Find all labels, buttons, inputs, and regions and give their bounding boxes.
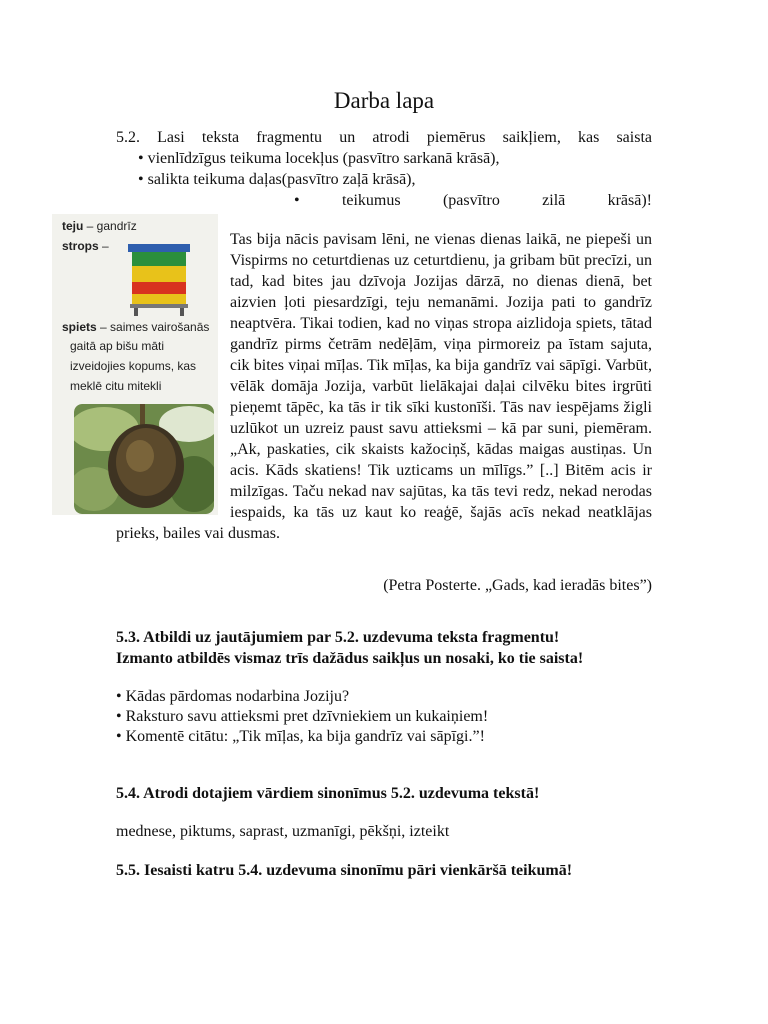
- bullet-3-part: (pasvītro: [442, 192, 500, 209]
- glossary-definition: – gandrīz: [83, 219, 137, 233]
- task-5-2-bullet-1: • vienlīdzīgus teikuma locekļus (pasvītro sarkanā krāsā),: [138, 150, 500, 167]
- bullet-3-part: teikumus: [341, 192, 401, 209]
- glossary-term: spiets: [62, 320, 97, 334]
- page-title: Darba lapa: [333, 88, 435, 113]
- glossary-definition: – saimes vairošanās: [96, 320, 210, 334]
- task-5-3-question: • Komentē citātu: „Tik mīļas, ka bija gandrīz vai sāpīgi.”!: [116, 728, 485, 745]
- glossary-definition: –: [98, 239, 109, 253]
- task-5-3-heading: [116, 627, 676, 669]
- passage-text: Tas bija nācis pavisam lēni, ne vienas dienas laikā, ne piepeši un Vispirms no ceturtdienas uz ceturtdienu, ja gribam būt precīzi, un tad, kad bites jau dzīvoja Jozijas dārzā, no dienas dienā, bet aizvien ļoti piesardzīgi, teju nemanāmi. Jozija pati to gandrīz neaptvēra. Tikai todien, kad no viņas stropa aizlidoja spiets, tātad gandrīz pirms četrām nedēļām, viņa pirmoreiz pa īstam sajuta, cik bites viņai mīļas. Tik mīļas, ka bija gandrīz vai sāpīgi. Varbūt, vēlāk domāja Jozija, varbūt lielākajai daļai cilvēku bites irgrūti pieņemt tāpēc, ka tās ir tik sīki kustonīši. Tās nav iespējams žigli uzlūkot un uzreiz paust savu attieksmi – kā par suni, piemēram. „Ak, paskaties, cik skaists kažociņš, kādas maigas austiņas. Un acis. Kāds skatiens! Tik uzticams un mīlīgs.” [..] Bitēm acis ir milzīgas. Taču nekad nav sajūtas, ka tās tevi redz, nekad nerodas iespaids, ka tās uz kaut ko reaģē, šajās acīs nekad neatklājas prieks, bailes vai dusmas.: [116, 231, 652, 542]
- task-5-3-question: • Raksturo savu attieksmi pret dzīvniekiem un kukaiņiem!: [116, 708, 489, 725]
- citation: (Petra Posterte. „Gads, kad ieradās bites”): [383, 577, 652, 594]
- glossary-definition-line: meklē citu mitekli: [70, 379, 162, 393]
- glossary-term: strops: [62, 239, 99, 253]
- glossary-term: teju: [62, 219, 84, 233]
- task-5-2-intro: 5.2. Lasi teksta fragmentu un atrodi piemērus saikļiem, kas saista: [116, 129, 652, 146]
- glossary-definition-line: gaitā ap bišu māti: [70, 339, 165, 353]
- task-5-3-line-2: Izmanto atbildēs vismaz trīs dažādus saikļus un nosaki, ko tie saista!: [116, 650, 584, 667]
- task-5-2-bullet-2: • salikta teikuma daļas(pasvītro zaļā krāsā),: [138, 171, 416, 188]
- bullet-3-part: krāsā)!: [607, 192, 652, 209]
- task-5-2-bullet-3: [116, 190, 652, 211]
- task-5-3-question: • Kādas pārdomas nodarbina Joziju?: [116, 688, 350, 705]
- text-passage: [116, 229, 652, 544]
- task-5-5-heading: 5.5. Iesaisti katru 5.4. uzdevuma sinonīmu pāri vienkāršā teikumā!: [116, 862, 573, 879]
- task-5-4-word-list: mednese, piktums, saprast, uzmanīgi, pēkšņi, izteikt: [116, 823, 450, 840]
- sidebar-spacer: [116, 229, 230, 523]
- glossary-definition-line: izveidojies kopums, kas: [70, 359, 197, 373]
- bullet-3-part: •: [294, 192, 300, 209]
- task-5-4-heading: 5.4. Atrodi dotajiem vārdiem sinonīmus 5.2. uzdevuma tekstā!: [116, 785, 540, 802]
- task-5-2: [116, 127, 652, 211]
- task-5-3-line-1: 5.3. Atbildi uz jautājumiem par 5.2. uzdevuma teksta fragmentu!: [116, 629, 560, 646]
- bullet-3-part: zilā: [542, 192, 566, 209]
- glossary-strops: [62, 238, 109, 255]
